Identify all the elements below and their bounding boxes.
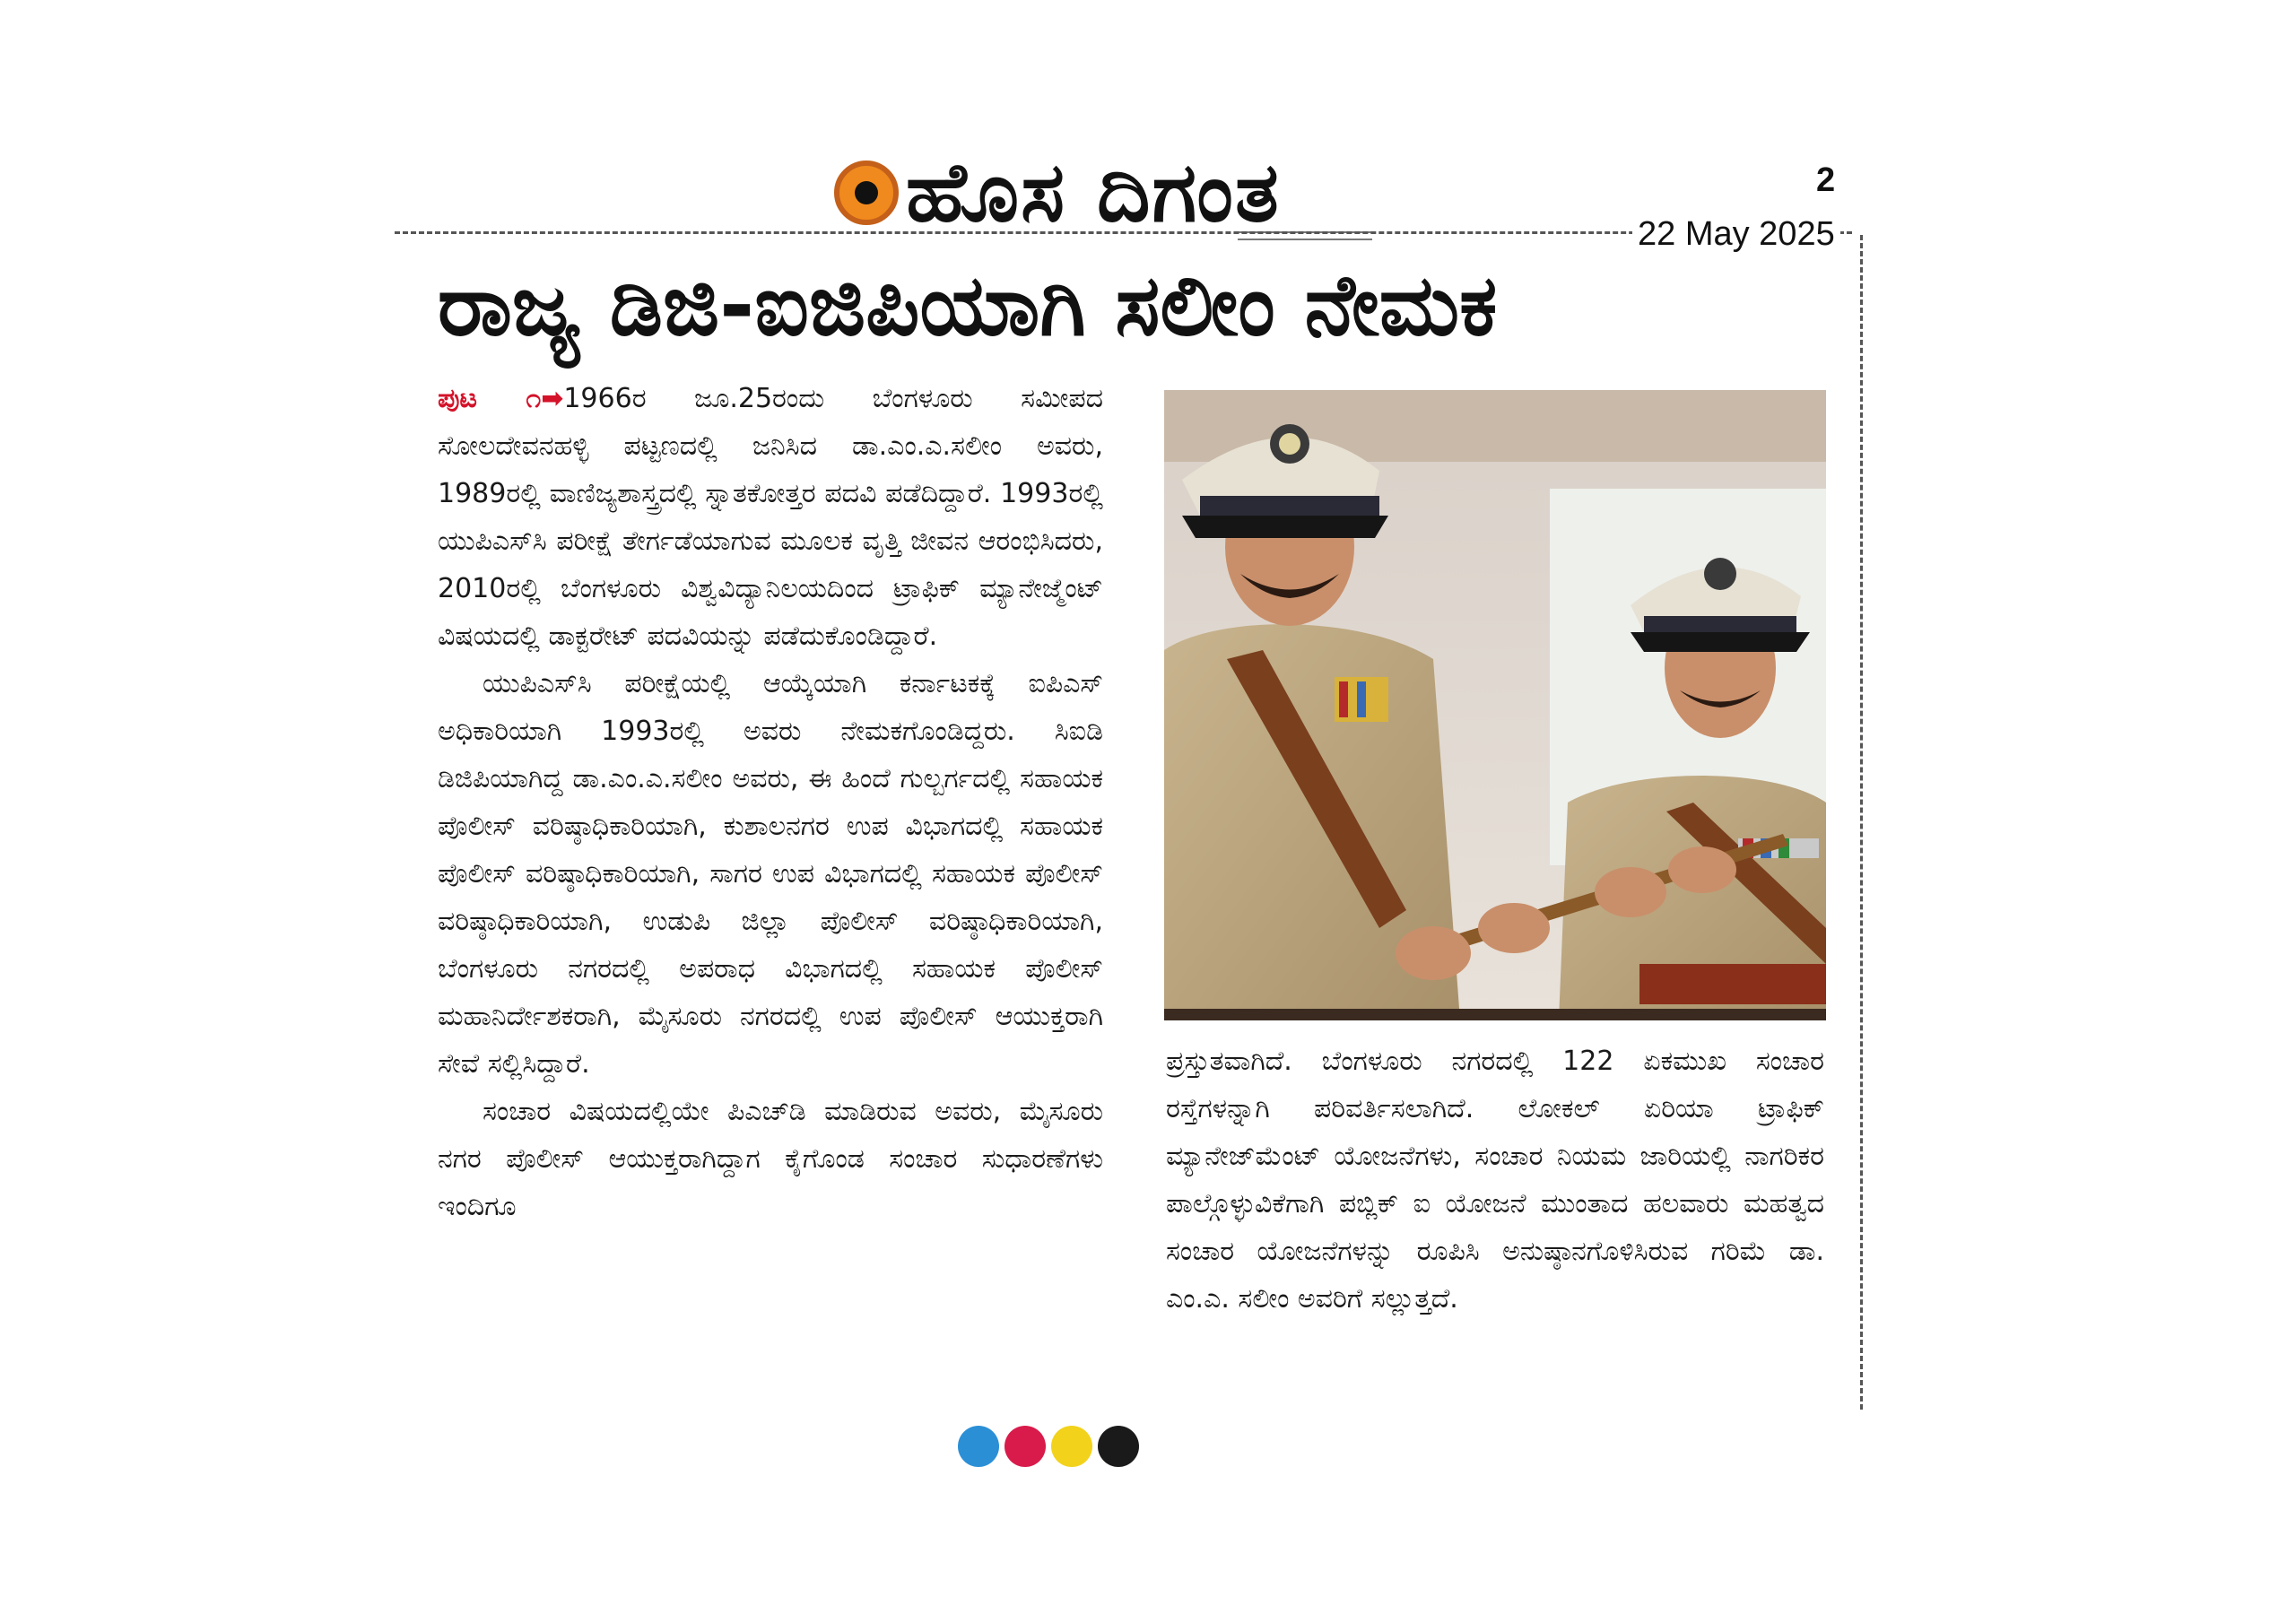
article-paragraph-1 xyxy=(438,375,1103,660)
police-baton-handover-photo xyxy=(1164,390,1826,1020)
print-registration-marks xyxy=(958,1426,1139,1467)
newspaper-emblem-icon xyxy=(834,161,899,225)
article-paragraph-4: ಪ್ರಸ್ತುತವಾಗಿದೆ. ಬೆಂಗಳೂರು ನಗರದಲ್ಲಿ 122 ಏಕಮುಖ ಸಂಚಾರ ರಸ್ತೆಗಳನ್ನಾಗಿ ಪರಿವರ್ತಿಸಲಾಗಿದೆ. ಲೋಕಲ್ ಏರಿಯಾ ಟ್ರಾಫಿಕ್ ಮ್ಯಾನೇಜ್‌ಮೆಂಟ್ ಯೋಜನೆಗಳು, ಸಂಚಾರ ನಿಯಮ ಜಾರಿಯಲ್ಲಿ ನಾಗರಿಕರ ಪಾಲ್ಗೊಳ್ಳುವಿಕೆಗಾಗಿ ಪಬ್ಲಿಕ್ ಐ ಯೋಜನೆ ಮುಂತಾದ ಹಲವಾರು ಮಹತ್ವದ ಸಂಚಾರ ಯೋಜನೆಗಳನ್ನು ರೂಪಿಸಿ ಅನುಷ್ಠಾನಗೊಳಿಸಿರುವ ಗರಿಮೆ ಡಾ. ಎಂ.ಎ. ಸಲೀಂ ಅವರಿಗೆ ಸಲ್ಲುತ್ತದೆ. xyxy=(1166,1046,1824,1315)
article-left-column xyxy=(438,375,1103,1230)
yellow-registration-dot xyxy=(1051,1426,1092,1467)
article-paragraph-2: ಯುಪಿಎಸ್‌ಸಿ ಪರೀಕ್ಷೆಯಲ್ಲಿ ಆಯ್ಕೆಯಾಗಿ ಕರ್ನಾಟಕಕ್ಕೆ ಐಪಿಎಸ್ ಅಧಿಕಾರಿಯಾಗಿ 1993ರಲ್ಲಿ ಅವರು ನೇಮಕಗೊಂಡಿದ್ದರು. ಸಿಐಡಿ ಡಿಜಿಪಿಯಾಗಿದ್ದ ಡಾ.ಎಂ.ಎ.ಸಲೀಂ ಅವರು, ಈ ಹಿಂದೆ ಗುಲ್ಬರ್ಗದಲ್ಲಿ ಸಹಾಯಕ ಪೊಲೀಸ್ ವರಿಷ್ಠಾಧಿಕಾರಿಯಾಗಿ, ಕುಶಾಲನಗರ ಉಪ ವಿಭಾಗದಲ್ಲಿ ಸಹಾಯಕ ಪೊಲೀಸ್ ವರಿಷ್ಠಾಧಿಕಾರಿಯಾಗಿ, ಸಾಗರ ಉಪ ವಿಭಾಗದಲ್ಲಿ ಸಹಾಯಕ ಪೊಲೀಸ್ ವರಿಷ್ಠಾಧಿಕಾರಿಯಾಗಿ, ಉಡುಪಿ ಜಿಲ್ಲಾ ಪೊಲೀಸ್ ವರಿಷ್ಠಾಧಿಕಾರಿಯಾಗಿ, ಬೆಂಗಳೂರು ನಗರದಲ್ಲಿ ಅಪರಾಧ ವಿಭಾಗದಲ್ಲಿ ಸಹಾಯಕ ಪೊಲೀಸ್ ಮಹಾನಿರ್ದೇಶಕರಾಗಿ, ಮೈಸೂರು ನಗರದಲ್ಲಿ ಉಪ ಪೊಲೀಸ್ ಆಯುಕ್ತರಾಗಿ ಸೇವೆ ಸಲ್ಲಿಸಿದ್ದಾರೆ. xyxy=(438,668,1103,1080)
publication-date: 22 May 2025 xyxy=(1632,215,1840,254)
article-paragraph-1-text: 1966ರ ಜೂ.25ರಂದು ಬೆಂಗಳೂರು ಸಮೀಪದ ಸೋಲದೇವನಹಳ್ಳಿ ಪಟ್ಟಣದಲ್ಲಿ ಜನಿಸಿದ ಡಾ.ಎಂ.ಎ.ಸಲೀಂ ಅವರು, 1989ರಲ್ಲಿ ವಾಣಿಜ್ಯಶಾಸ್ತ್ರದಲ್ಲಿ ಸ್ನಾತಕೋತ್ತರ ಪದವಿ ಪಡೆದಿದ್ದಾರೆ. 1993ರಲ್ಲಿ ಯುಪಿಎಸ್‌ಸಿ ಪರೀಕ್ಷೆ ತೇರ್ಗಡೆಯಾಗುವ ಮೂಲಕ ವೃತ್ತಿ ಜೀವನ ಆರಂಭಿಸಿದರು, 2010ರಲ್ಲಿ ಬೆಂಗಳೂರು ವಿಶ್ವವಿದ್ಯಾನಿಲಯದಿಂದ ಟ್ರಾಫಿಕ್ ಮ್ಯಾನೇಜ್ಮೆಂಟ್ ವಿಷಯದಲ್ಲಿ ಡಾಕ್ಟರೇಟ್ ಪದವಿಯನ್ನು ಪಡೆದುಕೊಂಡಿದ್ದಾರೆ. xyxy=(438,383,1103,652)
article-paragraph-3: ಸಂಚಾರ ವಿಷಯದಲ್ಲಿಯೇ ಪಿಎಚ್‌ಡಿ ಮಾಡಿರುವ ಅವರು, ಮೈಸೂರು ನಗರ ಪೊಲೀಸ್ ಆಯುಕ್ತರಾಗಿದ್ದಾಗ ಕೈಗೊಂಡ ಸಂಚಾರ ಸುಧಾರಣೆಗಳು ಇಂದಿಗೂ xyxy=(438,1096,1103,1222)
continued-from-page-kicker: ಪುಟ ೧➡ xyxy=(438,383,564,414)
masthead-logo xyxy=(834,143,1281,242)
cyan-registration-dot xyxy=(958,1426,999,1467)
article-headline: ರಾಜ್ಯ ಡಿಜಿ-ಐಜಿಪಿಯಾಗಿ ಸಲೀಂ ನೇಮಕ xyxy=(438,257,1498,355)
newspaper-name: ಹೊಸ ದಿಗಂತ xyxy=(906,144,1281,240)
article-right-column xyxy=(1166,1037,1824,1323)
page-number: 2 xyxy=(1816,161,1836,199)
right-dashed-rule xyxy=(1860,235,1863,1410)
black-registration-dot xyxy=(1098,1426,1139,1467)
magenta-registration-dot xyxy=(1004,1426,1046,1467)
